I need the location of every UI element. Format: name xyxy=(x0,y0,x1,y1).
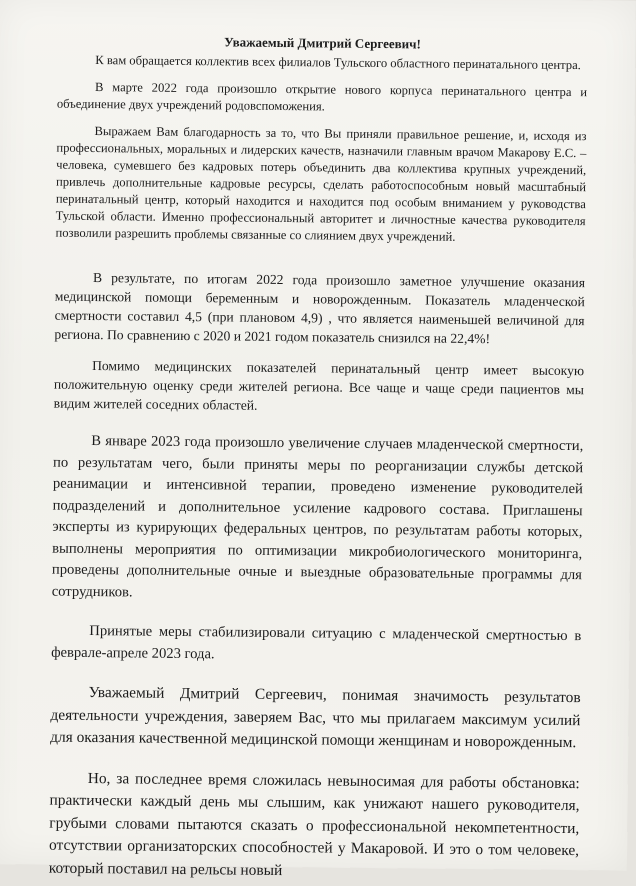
paragraph-4: В результате, по итогам 2022 года произошло заметное улучшение оказания медицинской помощи беременным и новорожденным. Показатель младенческой смертности составил 4,5 (при плановом 4,9) , что является наименьшей величиной для региона. По сравнению с 2020 и 2021 годом показатель снизился на 22,4%! xyxy=(54,270,586,347)
paragraph-3: Выражаем Вам благодарность за то, что Вы приняли правильное решение, и, исходя из профессиональных, моральных и лидерских качеств, назначили главным врачом Макарову Е.С. – человека, сумевшего без кадровых потерь объединить два коллектива крупных учреждений, привлечь дополнительные кадровые ресурсы, сделать работоспособным новый масштабный перинатальный центр, который находится и находится под особым вниманием у руководства Тульской области. Именно профессиональный авторитет и личностные качества руководителя позволили разрешить проблемы связанные со слиянием двух учреждений. xyxy=(55,124,587,244)
paragraph-2: В марте 2022 года произошло открытие нового корпуса перинатального центра и объединение двух учреждений родовспоможения. xyxy=(56,80,588,114)
letter-body xyxy=(49,33,588,886)
paragraph-5: Помимо медицинских показателей перинатальный центр имеет высокую положительную оценку среди жителей региона. Все чаще и чаще среди пациентов мы видим жителей соседних областей. xyxy=(53,358,585,413)
letter-salutation: Уважаемый Дмитрий Сергеевич! xyxy=(224,34,421,52)
paragraph-9: Но, за последнее время сложилась невыносимая для работы обстановка: практически каждый день мы слышим, как унижают нашего руководителя, грубыми словами пытаются сказать о профессиональной некомпетентности, отсутствии организаторских способностей у Макаровой. И это о том человеке, который поставил на рельсы новый xyxy=(48,769,580,879)
paragraph-6: В январе 2023 года произошло увеличение случаев младенческой смертности, по результатам чего, были приняты меры по реорганизации службы детской реанимации и интенсивной терапии, проведено изменение руководителей подразделений и дополнительное усиление кадрового состава. Приглашены эксперты из курирующих федеральных центров, по результатам работы которых, выполнены мероприятия по оптимизации микробиологического мониторинга, проведены дополнительные очные и выездные образовательные программы для сотрудников. xyxy=(51,433,584,600)
paragraph-8: Уважаемый Дмитрий Сергеевич, понимая значимость результатов деятельности учреждения, заверяем Вас, что мы прилагаем максимум усилий для оказания качественной медицинской помощи женщинам и новорожденным. xyxy=(50,684,581,752)
paragraph-1: К вам обращается коллектив всех филиалов Тульского областного перинатального центра. xyxy=(95,53,581,73)
paragraph-7: Принятые меры стабилизировали ситуацию с младенческой смертностью в феврале-апреле 2023 года. xyxy=(51,623,582,662)
